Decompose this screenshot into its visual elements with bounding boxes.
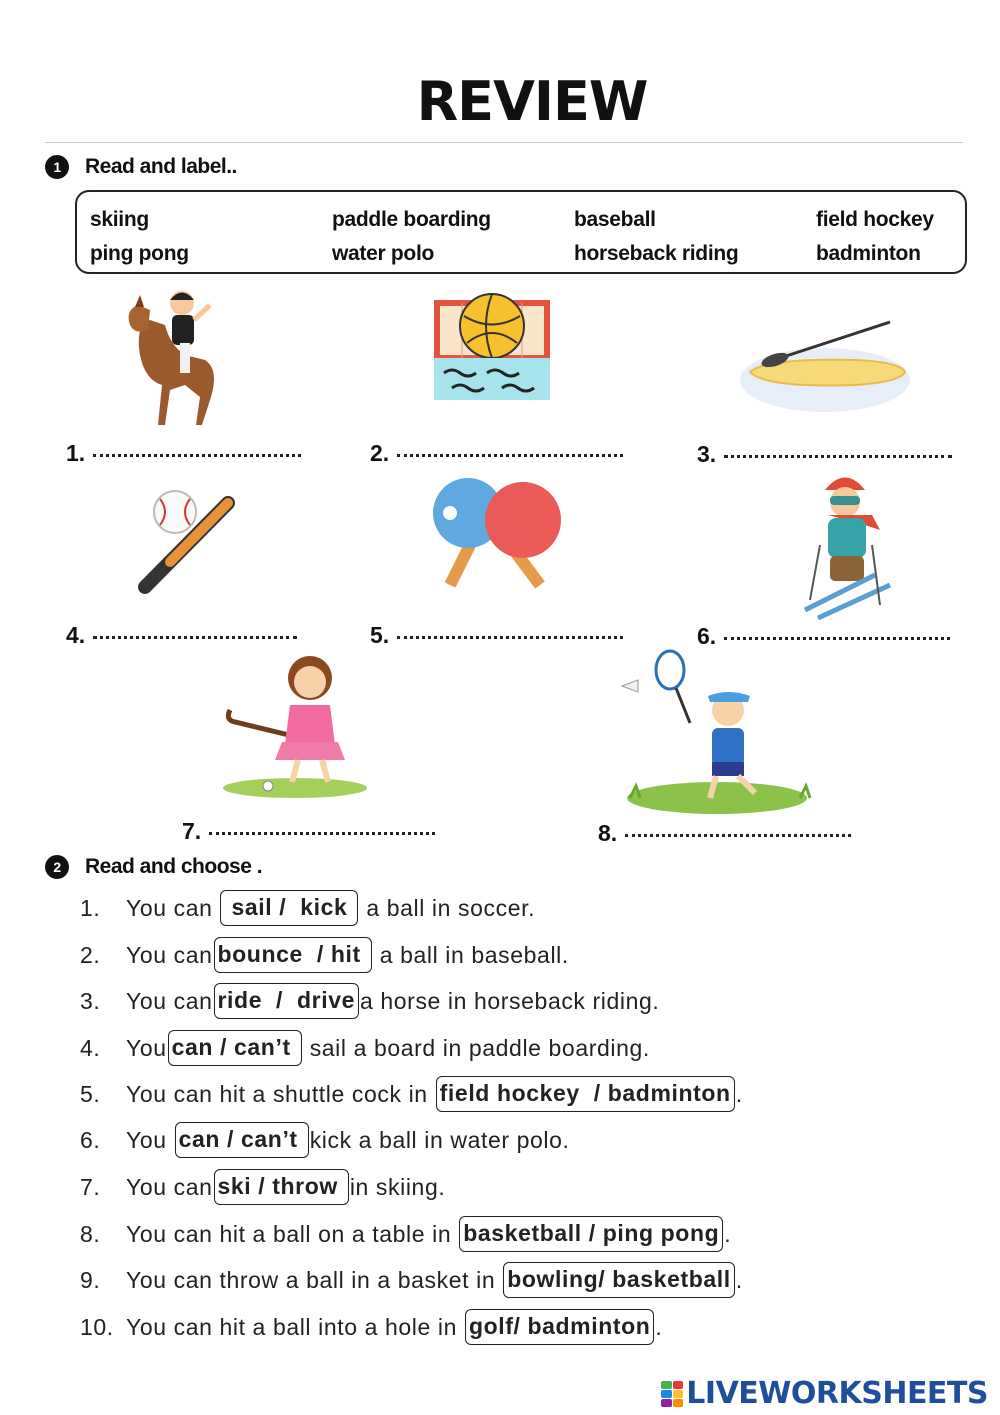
section-1-number: 1 [45,155,69,179]
answer-choice-box[interactable]: field hockey / badminton [436,1076,735,1112]
question-text: a horse in horseback riding. [360,987,660,1014]
answer-blank[interactable] [397,453,623,457]
question-text: . [735,1080,743,1107]
answer-blank[interactable] [209,831,435,835]
section-2-heading [45,855,262,879]
answer-choice-box[interactable]: can / can’t [168,1030,302,1066]
word-bank-item: water polo [332,242,435,265]
section-2-number: 2 [45,855,69,879]
answer-label: 1. [66,440,86,466]
question-row [80,1307,662,1347]
answer-label: 6. [697,623,717,649]
question-row [80,1260,743,1300]
section-2-title: Read and choose . [85,855,263,878]
answer-choice-box[interactable]: sail / kick [220,890,358,926]
answer-line [697,441,952,468]
question-text: You [126,1126,174,1153]
question-text: You can [126,894,220,921]
answer-label: 4. [66,622,86,648]
answer-blank[interactable] [724,636,950,640]
answer-blank[interactable] [93,453,301,457]
question-number: 6. [80,1126,101,1153]
field-hockey-icon [220,650,370,800]
brand-name: LIVEWORKSHEETS [686,1376,988,1411]
answer-label: 8. [598,820,618,846]
answer-line [182,818,435,845]
answer-choice-box[interactable]: ride / drive [214,983,360,1019]
question-row [80,1214,731,1254]
question-text: You [126,1034,167,1061]
answer-label: 5. [370,622,390,648]
section-1-heading [45,155,237,179]
baseball-icon [130,485,240,600]
question-row [80,1167,445,1207]
liveworksheets-brand[interactable] [661,1376,988,1411]
question-number: 2. [80,941,101,968]
question-row [80,981,659,1021]
word-bank-item: ping pong [90,242,189,265]
question-text: You can [126,941,213,968]
paddle-boarding-icon [735,310,915,415]
word-bank-item: skiing [90,208,149,231]
word-bank-item: field hockey [816,208,934,231]
question-text: You can throw a ball in a basket in [126,1266,503,1293]
question-text: You can hit a ball on a table in [126,1220,459,1247]
question-text: You can hit a ball into a hole in [126,1313,464,1340]
answer-blank[interactable] [397,635,623,639]
horseback-riding-icon [110,285,225,435]
question-row [80,1074,743,1114]
word-bank [75,190,967,274]
question-number: 3. [80,987,101,1014]
question-text: . [724,1220,732,1247]
question-number: 4. [80,1034,101,1061]
question-text: You can [126,1173,213,1200]
answer-choice-box[interactable]: bowling/ basketball [503,1262,735,1298]
question-number: 9. [80,1266,101,1293]
answer-line [370,622,623,649]
question-number: 1. [80,894,101,921]
question-text: in skiing. [349,1173,446,1200]
title-divider [45,142,963,143]
answer-blank[interactable] [724,454,952,458]
ping-pong-icon [428,475,568,590]
skiing-icon [800,470,895,620]
question-text: kick a ball in water polo. [309,1126,570,1153]
question-text: You can hit a shuttle cock in [126,1080,435,1107]
question-number: 7. [80,1173,101,1200]
word-bank-item: badminton [816,242,921,265]
answer-choice-box[interactable]: basketball / ping pong [459,1216,723,1252]
answer-line [66,440,301,467]
question-text: a ball in soccer. [359,894,536,921]
liveworksheets-logo-icon [661,1381,683,1407]
answer-choice-box[interactable]: bounce / hit [214,937,372,973]
answer-line [697,623,950,650]
answer-label: 2. [370,440,390,466]
answer-label: 3. [697,441,717,467]
question-text: . [735,1266,743,1293]
answer-blank[interactable] [625,833,851,837]
answer-label: 7. [182,818,202,844]
question-row [80,1120,569,1160]
answer-blank[interactable] [93,635,297,639]
water-polo-icon [432,288,552,403]
question-row [80,935,569,975]
answer-line [66,622,297,649]
question-text: a ball in baseball. [372,941,569,968]
word-bank-item: baseball [574,208,656,231]
badminton-icon [620,648,815,816]
answer-line [598,820,851,847]
word-bank-item: horseback riding [574,242,739,265]
answer-line [370,440,623,467]
page-title: REVIEW [416,70,648,133]
question-row [80,1028,650,1068]
answer-choice-box[interactable]: ski / throw [214,1169,349,1205]
question-number: 8. [80,1220,101,1247]
question-number: 10. [80,1313,114,1340]
question-number: 5. [80,1080,101,1107]
section-1-title: Read and label.. [85,155,237,178]
answer-choice-box[interactable]: can / can’t [175,1122,309,1158]
question-row [80,888,535,928]
question-text: . [655,1313,663,1340]
question-text: You can [126,987,213,1014]
question-text: sail a board in paddle boarding. [302,1034,650,1061]
word-bank-item: paddle boarding [332,208,491,231]
answer-choice-box[interactable]: golf/ badminton [465,1309,654,1345]
